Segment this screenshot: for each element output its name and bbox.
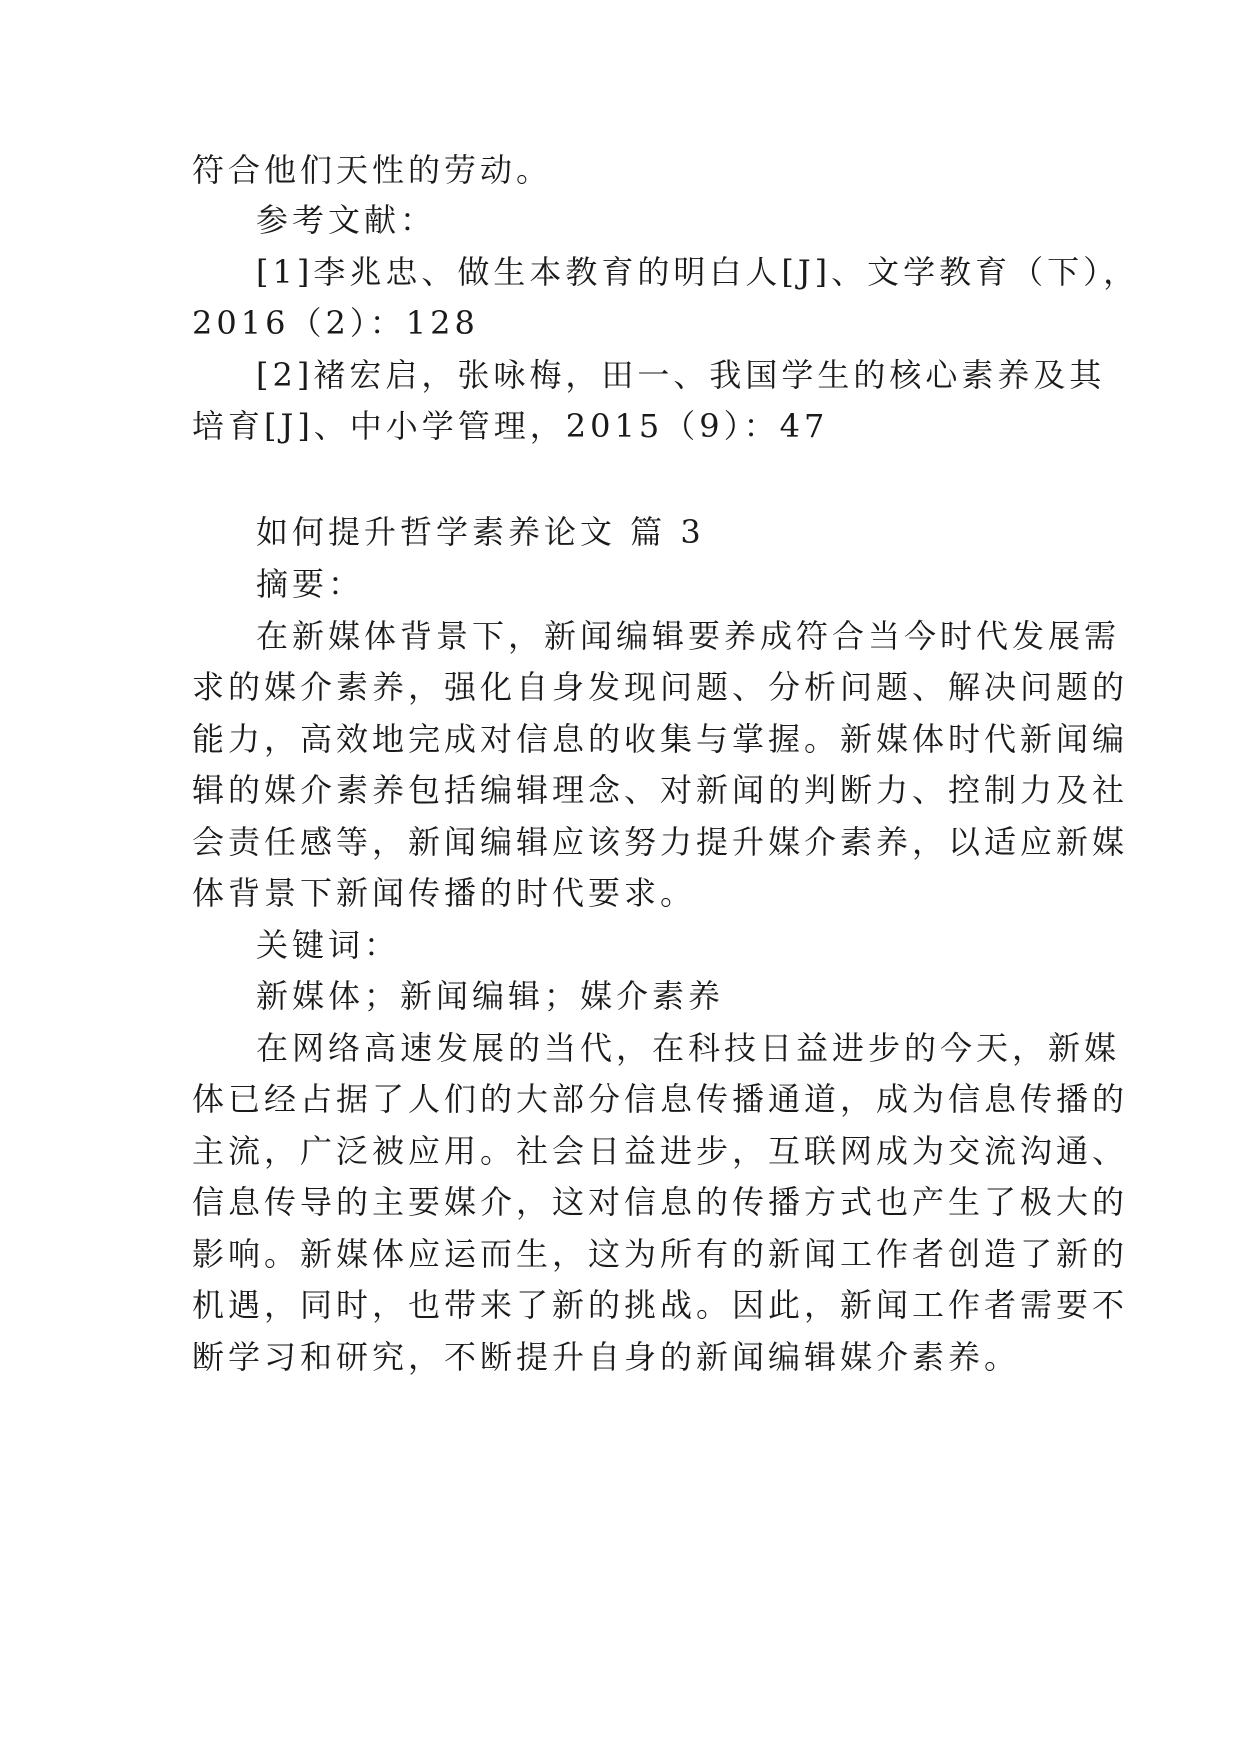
- reference-1-line-1: [1]李兆忠、做生本教育的明白人[J]、文学教育（下），: [256, 253, 1140, 291]
- body-line: 在网络高速发展的当代，在科技日益进步的今天，新媒: [256, 1029, 1121, 1067]
- article-title: 如何提升哲学素养论文 篇 3: [256, 513, 705, 551]
- abstract-line: 在新媒体背景下，新闻编辑要养成符合当今时代发展需: [256, 617, 1121, 655]
- body-line: 影响。新媒体应运而生，这为所有的新闻工作者创造了新的: [192, 1235, 1129, 1273]
- reference-2-line-2: 培育[J]、中小学管理，2015（9）：47: [192, 407, 829, 445]
- body-line: 主流，广泛被应用。社会日益进步，互联网成为交流沟通、: [192, 1132, 1129, 1170]
- body-line: 断学习和研究，不断提升自身的新闻编辑媒介素养。: [192, 1338, 1021, 1376]
- references-heading: 参考文献：: [256, 201, 437, 239]
- abstract-heading: 摘要：: [256, 565, 365, 603]
- body-line: 体已经占据了人们的大部分信息传播通道，成为信息传播的: [192, 1080, 1129, 1118]
- abstract-line: 求的媒介素养，强化自身发现问题、分析问题、解决问题的: [192, 668, 1129, 706]
- abstract-line: 能力，高效地完成对信息的收集与掌握。新媒体时代新闻编: [192, 720, 1129, 758]
- abstract-line: 辑的媒介素养包括编辑理念、对新闻的判断力、控制力及社: [192, 771, 1129, 809]
- body-line: 信息传导的主要媒介，这对信息的传播方式也产生了极大的: [192, 1183, 1129, 1221]
- keywords-list: 新媒体；新闻编辑；媒介素养: [256, 977, 725, 1015]
- reference-2-line-1: [2]褚宏启，张咏梅，田一、我国学生的核心素养及其: [256, 356, 1106, 394]
- abstract-line: 会责任感等，新闻编辑应该努力提升媒介素养，以适应新媒: [192, 823, 1129, 861]
- keywords-heading: 关键词：: [256, 926, 401, 964]
- body-line: 机遇，同时，也带来了新的挑战。因此，新闻工作者需要不: [192, 1286, 1129, 1324]
- continuation-text: 符合他们天性的劳动。: [192, 151, 553, 189]
- reference-1-line-2: 2016（2）：128: [192, 304, 479, 342]
- abstract-line: 体背景下新闻传播的时代要求。: [192, 874, 697, 912]
